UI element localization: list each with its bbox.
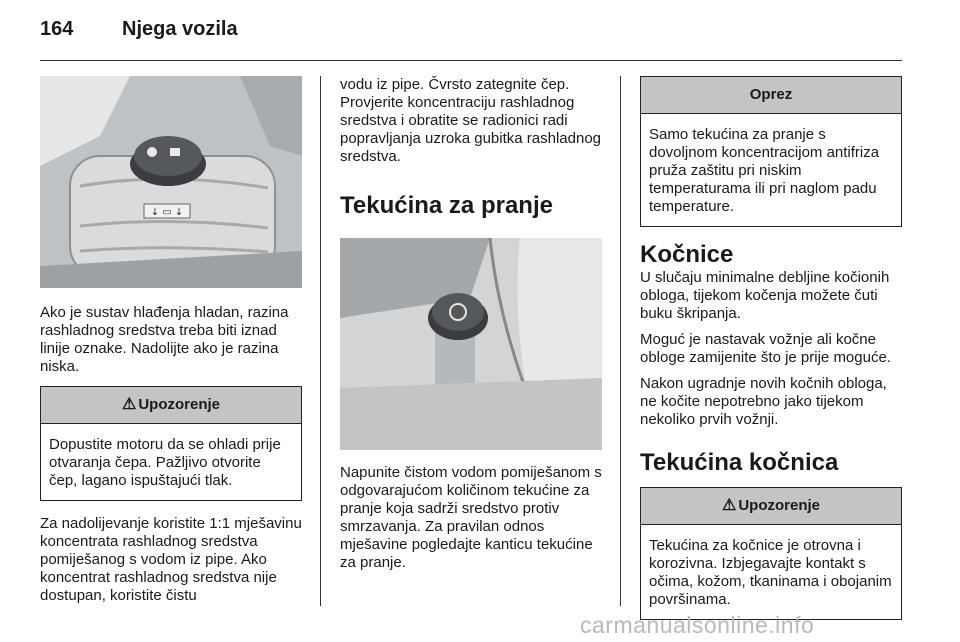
warning-box [40, 386, 302, 501]
column-divider [320, 76, 321, 606]
warning-header [641, 488, 901, 525]
washer-reservoir-illustration [340, 238, 602, 450]
column-2 [340, 76, 602, 572]
caution-header: Oprez [641, 77, 901, 114]
caution-body: Samo tekućina za pranje s dovoljnom koncentracijom antifriza pruža zaštitu pri niskim temperaturama ili pri naglom padu temperature. [649, 126, 880, 215]
caution-box [640, 76, 902, 227]
page-title: Njega vozila [122, 18, 238, 40]
warning-body: Dopustite motoru da se ohladi prije otvaranja čepa. Pažljivo otvorite čep, lagano ispuštajući tlak. [49, 436, 281, 489]
coolant-reservoir-illustration [40, 76, 302, 288]
column-3 [640, 76, 902, 620]
warning-icon: ⚠ [721, 497, 737, 514]
coolant-level-text: Ako je sustav hlađenja hladan, razina rashladnog sredstva treba biti iznad linije oznake. Nadolijte ako je razina niska. [40, 304, 289, 375]
warning-title: Upozorenje [738, 497, 821, 514]
warning-box [640, 487, 902, 620]
coolant-reservoir-photo [40, 76, 302, 288]
coolant-mix-text: Za nadolijevanje koristite 1:1 mješavinu koncentrata rashladnog sredstva pomiješanog s vodom iz pipe. Ako koncentrat rashladnog sredstva nije dostupan, koristite čistu [40, 515, 302, 604]
washer-reservoir-photo [340, 238, 602, 450]
column-1 [40, 76, 302, 605]
washer-fluid-text: Napunite čistom vodom pomiješanom s odgovarajućom količinom tekućine za pranje koja sadrži sredstvo protiv smrzavanja. Za pravilan odnos mješavine pogledajte kanticu tekućine za pranje. [340, 464, 602, 571]
page-header [40, 18, 238, 41]
warning-body: Tekućina za kočnice je otrovna i korozivna. Izbjegavajte kontakt s očima, kožom, tkaninama i obojanim površinama. [649, 537, 892, 608]
column-divider [620, 76, 621, 606]
warning-header [41, 387, 301, 424]
page-number: 164 [40, 18, 74, 40]
coolant-continued-text: vodu iz pipe. Čvrsto zategnite čep. Provjerite koncentraciju rashladnog sredstva i obratite se radionici radi popravljanja uzroka gubitka rashladnog sredstva. [340, 76, 602, 165]
section-heading-brake-fluid: Tekućina kočnica [640, 449, 839, 476]
section-heading-brakes: Kočnice [640, 241, 734, 268]
header-rule [40, 60, 902, 61]
brakes-text-3: Nakon ugradnje novih kočnih obloga, ne kočite nepotrebno jako tijekom nekoliko prvih vožnji. [640, 375, 887, 428]
warning-icon: ⚠ [121, 396, 137, 413]
brakes-text-1: U slučaju minimalne debljine kočionih obloga, tijekom kočenja možete čuti buku škripanja. [640, 269, 890, 322]
warning-title: Upozorenje [138, 396, 221, 413]
svg-text:↓ ▭ ↓: ↓ ▭ ↓ [150, 207, 184, 218]
section-heading-washer-fluid: Tekućina za pranje [340, 192, 553, 219]
brakes-text-2: Moguć je nastavak vožnje ali kočne obloge zamijenite što je prije moguće. [640, 331, 891, 366]
watermark: carmanualsonline.info [580, 612, 815, 638]
